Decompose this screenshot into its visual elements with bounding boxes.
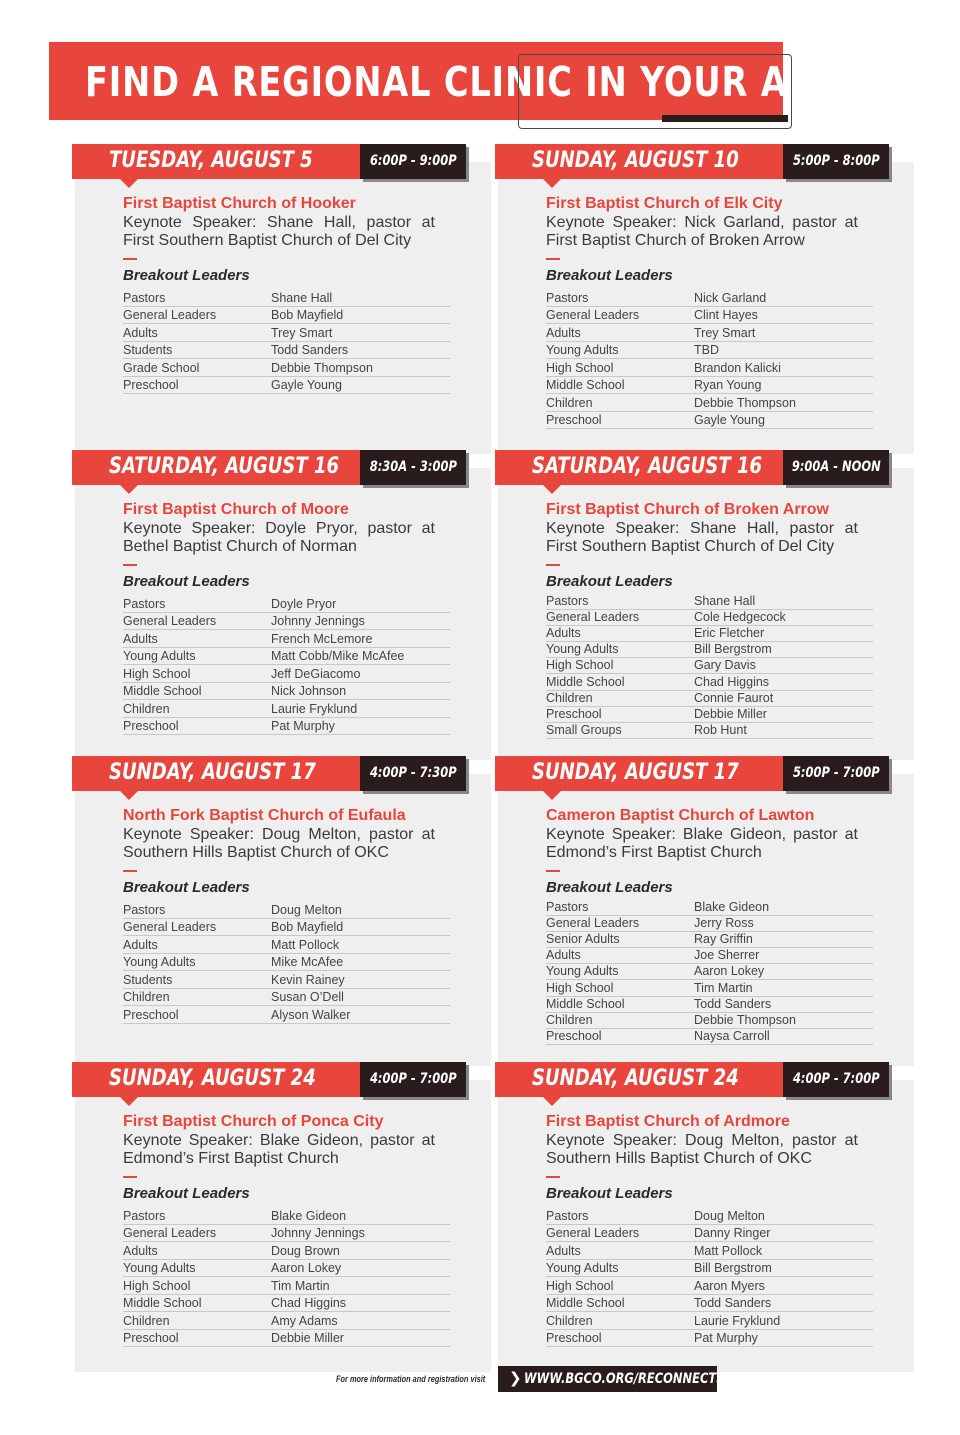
leader-role: Preschool <box>546 1331 602 1345</box>
breakout-leaders-title: Breakout Leaders <box>123 1185 250 1202</box>
leader-name: Jeff DeGiacomo <box>271 666 361 681</box>
leader-name: Ray Griffin <box>694 932 753 947</box>
leader-name: Matt Pollock <box>271 937 340 952</box>
leader-name: Todd Sanders <box>694 1296 772 1310</box>
section-divider <box>123 258 137 260</box>
leader-row <box>123 954 450 972</box>
leader-name: Joe Sherrer <box>694 948 760 963</box>
leader-row <box>546 723 873 739</box>
keynote-speaker: Keynote Speaker: Blake Gideon, pastor at Edmond’s First Baptist Church <box>123 1132 435 1167</box>
leader-row <box>546 1029 873 1045</box>
leader-name: Doug Melton <box>271 902 342 917</box>
leader-role: Middle School <box>123 1296 202 1310</box>
leader-name: Danny Ringer <box>694 1226 771 1240</box>
breakout-leaders-list <box>123 289 450 394</box>
breakout-leaders-list <box>123 901 450 1024</box>
leader-row <box>123 1277 450 1295</box>
leader-role: General Leaders <box>123 920 217 934</box>
leader-role: Children <box>123 701 170 716</box>
leader-row <box>123 971 450 989</box>
leader-name: French McLemore <box>271 631 373 646</box>
leader-name: Debbie Miller <box>694 706 767 721</box>
leader-row <box>123 989 450 1007</box>
clinic-date: SATURDAY, AUGUST 16 <box>532 454 763 479</box>
leader-row <box>546 289 873 307</box>
church-name: First Baptist Church of Broken Arrow <box>546 501 829 518</box>
leader-row <box>546 980 873 996</box>
leader-name: Clint Hayes <box>694 308 758 322</box>
leader-row <box>546 1295 873 1313</box>
leader-row <box>546 394 873 412</box>
leader-role: Middle School <box>123 684 202 698</box>
leader-row <box>546 932 873 948</box>
leader-role: Children <box>123 1313 170 1328</box>
keynote-speaker: Keynote Speaker: Shane Hall, pastor at First Southern Baptist Church of Del City <box>123 214 435 249</box>
leader-row <box>123 919 450 937</box>
church-name: First Baptist Church of Elk City <box>546 195 783 212</box>
leader-row <box>546 1242 873 1260</box>
leader-row <box>546 610 873 626</box>
clinic-card <box>72 756 494 1066</box>
leader-role: Preschool <box>546 413 602 427</box>
leader-row <box>546 1277 873 1295</box>
leader-role: Adults <box>123 325 158 340</box>
header-pointer <box>120 485 138 494</box>
leader-name: Brandon Kalicki <box>694 360 781 375</box>
leader-row <box>546 916 873 932</box>
leader-role: Preschool <box>123 378 179 392</box>
leader-row <box>123 901 450 919</box>
leader-row <box>123 630 450 648</box>
leader-role: Young Adults <box>123 1261 196 1275</box>
leader-row <box>123 1295 450 1313</box>
leader-name: Cole Hedgecock <box>694 610 786 625</box>
breakout-leaders-title: Breakout Leaders <box>546 573 673 590</box>
leader-name: Debbie Thompson <box>694 395 796 410</box>
header-pointer <box>120 1097 138 1106</box>
clinic-time: 4:00P - 7:30P <box>369 765 457 781</box>
leader-row <box>123 595 450 613</box>
clinic-date: SUNDAY, AUGUST 24 <box>532 1066 739 1091</box>
clinic-time: 4:00P - 7:00P <box>792 1071 880 1087</box>
time-badge <box>360 1062 466 1097</box>
clinic-date: SUNDAY, AUGUST 17 <box>532 760 739 785</box>
clinic-date: SATURDAY, AUGUST 16 <box>109 454 340 479</box>
leader-role: Adults <box>546 948 581 963</box>
church-name: First Baptist Church of Ponca City <box>123 1113 384 1130</box>
leader-role: General Leaders <box>123 308 217 322</box>
clinic-date: TUESDAY, AUGUST 5 <box>109 148 313 173</box>
leader-row <box>546 412 873 430</box>
leader-role: General Leaders <box>123 1226 217 1240</box>
leader-row <box>546 324 873 342</box>
clinic-time: 5:00P - 7:00P <box>792 765 880 781</box>
leader-name: Bob Mayfield <box>271 920 344 934</box>
page-title: FIND A REGIONAL CLINIC IN YOUR AREA <box>85 58 865 106</box>
leader-name: Bill Bergstrom <box>694 1261 772 1275</box>
church-name: Cameron Baptist Church of Lawton <box>546 807 815 824</box>
leader-name: Aaron Myers <box>694 1278 765 1293</box>
leader-role: Children <box>546 690 593 705</box>
leader-name: Rob Hunt <box>694 722 747 737</box>
leader-role: Adults <box>546 325 581 340</box>
leader-name: Aaron Lokey <box>271 1261 342 1275</box>
clinic-time: 5:00P - 8:00P <box>792 153 880 169</box>
leader-role: Young Adults <box>546 1261 619 1275</box>
header-pointer <box>543 1097 561 1106</box>
leader-name: Debbie Thompson <box>271 360 373 375</box>
leader-row <box>123 324 450 342</box>
time-badge <box>783 756 889 791</box>
leader-role: Students <box>123 343 173 357</box>
header-pointer <box>543 791 561 800</box>
leader-name: Matt Pollock <box>694 1243 763 1258</box>
leader-name: Johnny Jennings <box>271 1226 365 1240</box>
time-badge <box>360 450 466 485</box>
breakout-leaders-title: Breakout Leaders <box>123 267 250 284</box>
leader-role: High School <box>123 666 191 681</box>
clinic-card <box>72 450 494 760</box>
leader-name: Matt Cobb/Mike McAfee <box>271 649 405 663</box>
leader-role: Adults <box>123 937 158 952</box>
leader-name: Nick Garland <box>694 290 767 305</box>
clinic-card <box>72 144 494 454</box>
leader-row <box>123 289 450 307</box>
leader-row <box>123 683 450 701</box>
leader-name: Pat Murphy <box>694 1331 758 1345</box>
leader-name: Bill Bergstrom <box>694 642 772 657</box>
keynote-speaker: Keynote Speaker: Blake Gideon, pastor at Edmond’s First Baptist Church <box>546 826 858 861</box>
registration-url[interactable]: WWW.BGCO.ORG/RECONNECTSS <box>524 1371 733 1387</box>
leader-row <box>546 707 873 723</box>
leader-role: High School <box>546 1278 614 1293</box>
leader-row <box>123 307 450 325</box>
leader-name: Chad Higgins <box>694 674 770 689</box>
breakout-leaders-title: Breakout Leaders <box>123 879 250 896</box>
leader-row <box>546 1225 873 1243</box>
section-divider <box>546 1176 560 1178</box>
keynote-speaker: Keynote Speaker: Shane Hall, pastor at First Southern Baptist Church of Del City <box>546 520 858 555</box>
header-pointer <box>543 485 561 494</box>
time-badge <box>783 144 889 179</box>
church-name: First Baptist Church of Moore <box>123 501 349 518</box>
leader-row <box>546 1260 873 1278</box>
time-badge <box>360 144 466 179</box>
clinic-card <box>495 1062 917 1372</box>
clinic-time: 6:00P - 9:00P <box>369 153 457 169</box>
leader-role: Adults <box>546 1243 581 1258</box>
leader-name: Naysa Carroll <box>694 1028 770 1043</box>
header-pointer <box>120 179 138 188</box>
leader-row <box>123 648 450 666</box>
leader-row <box>546 594 873 610</box>
leader-role: Pastors <box>546 1208 589 1223</box>
leader-name: Trey Smart <box>271 325 333 340</box>
leader-role: Children <box>123 990 170 1004</box>
keynote-speaker: Keynote Speaker: Doug Melton, pastor at Southern Hills Baptist Church of OKC <box>546 1132 858 1167</box>
section-divider <box>546 564 560 566</box>
leader-name: Doug Brown <box>271 1243 340 1258</box>
header-pointer <box>543 179 561 188</box>
leader-role: Pastors <box>546 290 589 305</box>
leader-name: Tim Martin <box>271 1278 330 1293</box>
title-underline-bar <box>662 115 788 122</box>
clinic-time: 8:30A - 3:00P <box>369 459 457 475</box>
leader-name: Gayle Young <box>694 413 765 427</box>
leader-name: Johnny Jennings <box>271 614 365 628</box>
clinic-card <box>495 756 917 1066</box>
leader-role: Preschool <box>123 1331 179 1345</box>
leader-name: Laurie Fryklund <box>694 1313 781 1328</box>
clinic-date: SUNDAY, AUGUST 10 <box>532 148 739 173</box>
section-divider <box>123 564 137 566</box>
leader-name: Gayle Young <box>271 378 342 392</box>
church-name: First Baptist Church of Ardmore <box>546 1113 790 1130</box>
leader-name: Blake Gideon <box>694 900 770 915</box>
leader-role: Preschool <box>123 719 179 733</box>
leader-name: Ryan Young <box>694 378 762 392</box>
leader-role: General Leaders <box>546 610 640 625</box>
leader-row <box>123 359 450 377</box>
leader-row <box>546 964 873 980</box>
section-divider <box>123 870 137 872</box>
leader-row <box>546 626 873 642</box>
leader-name: Laurie Fryklund <box>271 701 358 716</box>
leader-row <box>546 377 873 395</box>
time-badge <box>783 450 889 485</box>
section-divider <box>546 258 560 260</box>
leader-role: Middle School <box>546 674 625 689</box>
leader-row <box>546 658 873 674</box>
leader-role: High School <box>546 980 614 995</box>
leader-role: General Leaders <box>546 308 640 322</box>
keynote-speaker: Keynote Speaker: Nick Garland, pastor at First Baptist Church of Broken Arrow <box>546 214 858 249</box>
leader-name: Todd Sanders <box>271 343 349 357</box>
clinic-time: 9:00A - NOON <box>791 459 881 475</box>
keynote-speaker: Keynote Speaker: Doug Melton, pastor at Southern Hills Baptist Church of OKC <box>123 826 435 861</box>
leader-name: Eric Fletcher <box>694 626 765 641</box>
leader-row <box>123 377 450 395</box>
leader-name: Shane Hall <box>271 290 333 305</box>
leader-name: Shane Hall <box>694 594 756 609</box>
leader-name: Blake Gideon <box>271 1208 347 1223</box>
leader-role: Young Adults <box>546 964 619 979</box>
registration-link[interactable] <box>498 1366 733 1392</box>
leader-name: Gary Davis <box>694 658 756 673</box>
church-name: First Baptist Church of Hooker <box>123 195 356 212</box>
leader-name: Pat Murphy <box>271 719 335 733</box>
leader-row <box>546 642 873 658</box>
leader-row <box>123 1260 450 1278</box>
breakout-leaders-title: Breakout Leaders <box>546 267 673 284</box>
leader-role: Students <box>123 972 173 987</box>
leader-name: Debbie Thompson <box>694 1012 796 1027</box>
leader-row <box>123 1330 450 1348</box>
leader-name: Alyson Walker <box>271 1007 351 1022</box>
leader-name: Doyle Pryor <box>271 596 337 611</box>
leader-role: Pastors <box>123 902 166 917</box>
leader-role: Children <box>546 1012 593 1027</box>
time-badge <box>783 1062 889 1097</box>
leader-role: Preschool <box>546 706 602 721</box>
clinic-card <box>72 1062 494 1372</box>
leader-row <box>546 900 873 916</box>
leader-row <box>123 1242 450 1260</box>
leader-row <box>123 700 450 718</box>
leader-role: Adults <box>123 1243 158 1258</box>
leader-name: Kevin Rainey <box>271 972 345 987</box>
leader-row <box>123 1225 450 1243</box>
leader-role: Middle School <box>546 378 625 392</box>
clinic-time: 4:00P - 7:00P <box>369 1071 457 1087</box>
leader-name: Trey Smart <box>694 325 756 340</box>
leader-role: Young Adults <box>546 642 619 657</box>
leader-role: Preschool <box>546 1028 602 1043</box>
leader-name: Susan O’Dell <box>271 990 344 1004</box>
leader-row <box>546 307 873 325</box>
leader-row <box>546 359 873 377</box>
leader-name: Todd Sanders <box>694 996 772 1011</box>
leader-role: Young Adults <box>546 343 619 357</box>
breakout-leaders-list <box>123 595 450 735</box>
leader-name: Chad Higgins <box>271 1296 347 1310</box>
breakout-leaders-title: Breakout Leaders <box>546 1185 673 1202</box>
leader-role: General Leaders <box>546 916 640 931</box>
leader-row <box>123 613 450 631</box>
chevron-right-icon: ❯ <box>509 1369 522 1387</box>
breakout-leaders-list <box>546 289 873 429</box>
leader-row <box>123 342 450 360</box>
church-name: North Fork Baptist Church of Eufaula <box>123 807 406 824</box>
leader-role: Pastors <box>123 1208 166 1223</box>
breakout-leaders-title: Breakout Leaders <box>546 879 673 896</box>
leader-name: Amy Adams <box>271 1313 338 1328</box>
leader-role: Children <box>546 1313 593 1328</box>
leader-row <box>123 1006 450 1024</box>
leader-row <box>123 665 450 683</box>
breakout-leaders-list <box>123 1207 450 1347</box>
leader-role: High School <box>123 1278 191 1293</box>
clinic-date: SUNDAY, AUGUST 17 <box>109 760 316 785</box>
breakout-leaders-list <box>546 900 873 1045</box>
leader-name: Doug Melton <box>694 1208 765 1223</box>
leader-role: General Leaders <box>123 614 217 628</box>
leader-role: Senior Adults <box>546 932 620 947</box>
leader-name: Jerry Ross <box>694 916 754 931</box>
section-divider <box>123 1176 137 1178</box>
leader-role: Pastors <box>546 594 589 609</box>
leader-role: Adults <box>123 631 158 646</box>
keynote-speaker: Keynote Speaker: Doyle Pryor, pastor at Bethel Baptist Church of Norman <box>123 520 435 555</box>
clinic-card <box>495 144 917 454</box>
leader-row <box>123 936 450 954</box>
leader-role: Middle School <box>546 1296 625 1310</box>
leader-row <box>546 342 873 360</box>
leader-row <box>546 691 873 707</box>
clinic-date: SUNDAY, AUGUST 24 <box>109 1066 316 1091</box>
leader-row <box>546 1013 873 1029</box>
leader-name: Tim Martin <box>694 980 753 995</box>
leader-role: Grade School <box>123 360 200 375</box>
leader-role: Adults <box>546 626 581 641</box>
leader-name: Bob Mayfield <box>271 308 344 322</box>
leader-name: Connie Faurot <box>694 690 774 705</box>
section-divider <box>546 870 560 872</box>
leader-row <box>123 718 450 736</box>
leader-name: Debbie Miller <box>271 1331 344 1345</box>
header-pointer <box>120 791 138 800</box>
leader-role: Small Groups <box>546 722 622 737</box>
leader-row <box>123 1312 450 1330</box>
leader-role: Young Adults <box>123 649 196 663</box>
leader-role: Pastors <box>123 290 166 305</box>
clinic-card <box>495 450 917 760</box>
leader-role: Children <box>546 395 593 410</box>
time-badge <box>360 756 466 791</box>
breakout-leaders-title: Breakout Leaders <box>123 573 250 590</box>
leader-role: Middle School <box>546 996 625 1011</box>
leader-row <box>546 1207 873 1225</box>
leader-role: Pastors <box>123 596 166 611</box>
leader-name: Mike McAfee <box>271 955 344 969</box>
leader-role: General Leaders <box>546 1226 640 1240</box>
leader-row <box>546 997 873 1013</box>
leader-row <box>546 948 873 964</box>
leader-name: TBD <box>694 343 719 357</box>
leader-row <box>546 674 873 690</box>
footer-note: For more information and registration visit <box>336 1374 486 1384</box>
leader-name: Nick Johnson <box>271 684 347 698</box>
leader-name: Aaron Lokey <box>694 964 765 979</box>
leader-role: Young Adults <box>123 955 196 969</box>
breakout-leaders-list <box>546 1207 873 1347</box>
leader-row <box>546 1312 873 1330</box>
leader-role: Preschool <box>123 1007 179 1022</box>
breakout-leaders-list <box>546 594 873 739</box>
leader-role: High School <box>546 658 614 673</box>
leader-row <box>546 1330 873 1348</box>
leader-role: Pastors <box>546 900 589 915</box>
leader-row <box>123 1207 450 1225</box>
leader-role: High School <box>546 360 614 375</box>
